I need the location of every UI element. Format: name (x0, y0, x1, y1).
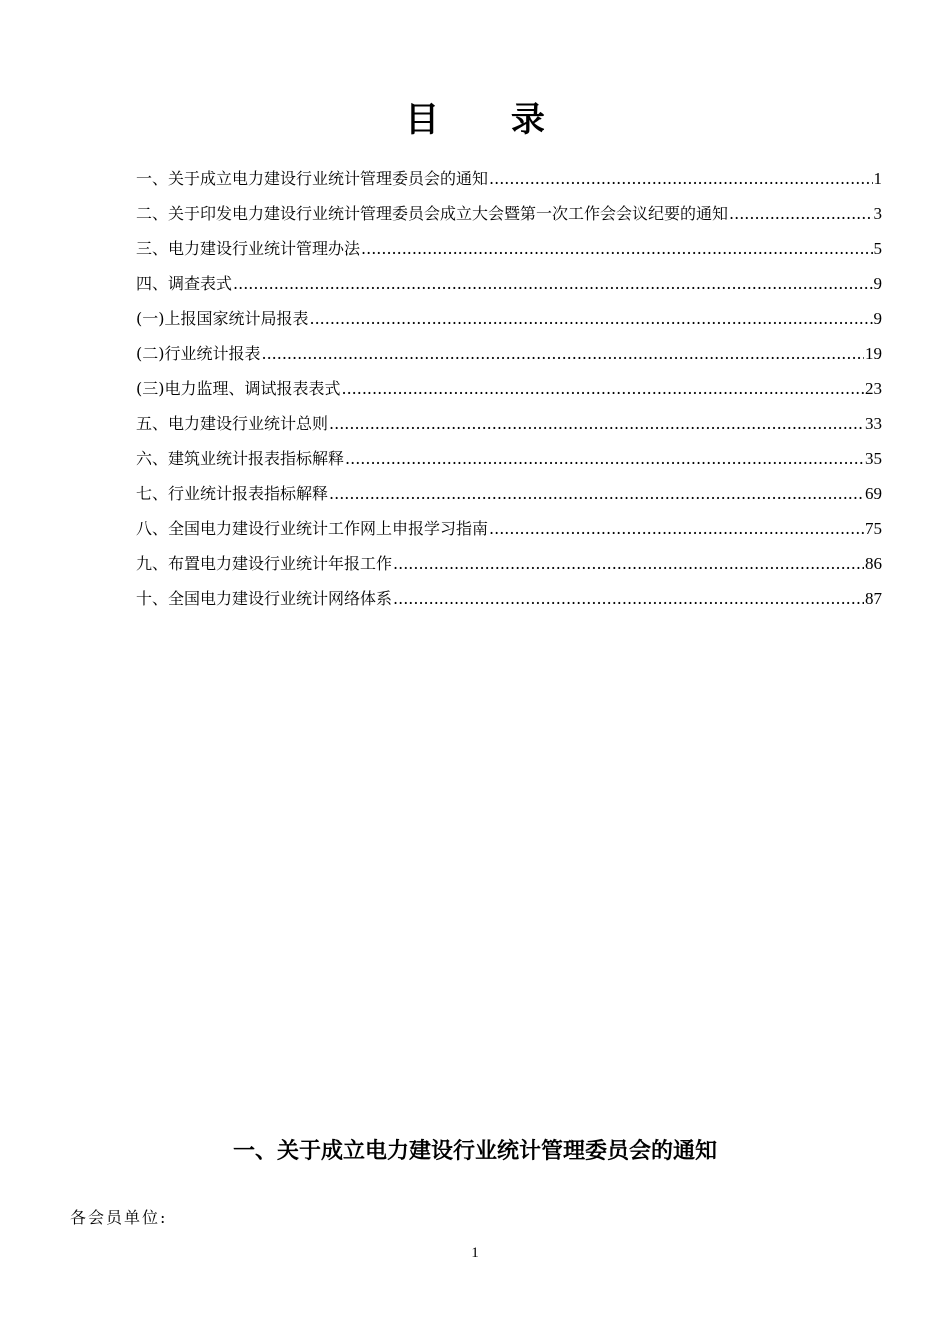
toc-leader-dots (345, 443, 864, 475)
toc-entry[interactable] (136, 443, 882, 478)
toc-entry-page: 33 (865, 414, 882, 433)
toc-entry-label: 三、电力建设行业统计管理办法 (136, 239, 361, 258)
toc-entry-label: (三)电力监理、调试报表表式 (136, 379, 341, 398)
toc-entry-label: 七、行业统计报表指标解释 (136, 484, 329, 503)
toc-title: 目 录 (405, 100, 575, 140)
toc-leader-dots (310, 303, 873, 335)
toc-entry-label: 五、电力建设行业统计总则 (136, 414, 329, 433)
toc-leader-dots (329, 478, 864, 510)
toc-entry-page: 86 (865, 554, 882, 573)
toc-entry-page: 1 (873, 169, 882, 188)
toc-entry[interactable] (136, 478, 882, 513)
toc-entry-page: 69 (865, 484, 882, 503)
toc-entry[interactable] (136, 373, 882, 408)
toc-entry[interactable] (136, 303, 882, 338)
toc-entry-page: 3 (873, 204, 882, 223)
toc-leader-dots (729, 198, 872, 230)
toc-entry-page: 19 (865, 344, 882, 363)
toc-entry-page: 23 (865, 379, 882, 398)
toc-entry[interactable] (136, 198, 882, 233)
toc-entry[interactable] (136, 513, 882, 548)
section-heading: 一、关于成立电力建设行业统计管理委员会的通知 (232, 1139, 717, 1164)
toc-leader-dots (489, 163, 872, 195)
toc-entry-label: (一)上报国家统计局报表 (136, 309, 309, 328)
salutation: 各会员单位: (70, 1208, 168, 1227)
toc-entry[interactable] (136, 408, 882, 443)
toc-leader-dots (329, 408, 864, 440)
toc-leader-dots (262, 338, 865, 370)
toc-entry-page: 9 (873, 309, 882, 328)
toc-entry-label: 十、全国电力建设行业统计网络体系 (136, 589, 393, 608)
toc-entry-page: 75 (865, 519, 882, 538)
toc-entry[interactable] (136, 233, 882, 268)
page-number: 1 (471, 1245, 479, 1261)
toc-entry-label: 四、调查表式 (136, 274, 233, 293)
toc-leader-dots (361, 233, 872, 265)
toc-entry-label: 二、关于印发电力建设行业统计管理委员会成立大会暨第一次工作会会议纪要的通知 (136, 204, 729, 223)
toc-entry[interactable] (136, 338, 882, 373)
toc-list (136, 163, 882, 618)
toc-entry-label: 六、建筑业统计报表指标解释 (136, 449, 345, 468)
toc-entry-page: 9 (873, 274, 882, 293)
toc-entry[interactable] (136, 268, 882, 303)
toc-leader-dots (393, 548, 864, 580)
toc-entry[interactable] (136, 163, 882, 198)
toc-entry-label: 八、全国电力建设行业统计工作网上申报学习指南 (136, 519, 489, 538)
toc-leader-dots (489, 513, 864, 545)
toc-entry-label: 九、布置电力建设行业统计年报工作 (136, 554, 393, 573)
toc-entry-page: 5 (873, 239, 882, 258)
toc-entry[interactable] (136, 583, 882, 618)
toc-leader-dots (393, 583, 864, 615)
toc-entry-page: 35 (865, 449, 882, 468)
toc-leader-dots (342, 373, 865, 405)
toc-entry[interactable] (136, 548, 882, 583)
toc-leader-dots (233, 268, 872, 300)
toc-entry-label: (二)行业统计报表 (136, 344, 261, 363)
toc-entry-page: 87 (865, 589, 882, 608)
toc-entry-label: 一、关于成立电力建设行业统计管理委员会的通知 (136, 169, 489, 188)
